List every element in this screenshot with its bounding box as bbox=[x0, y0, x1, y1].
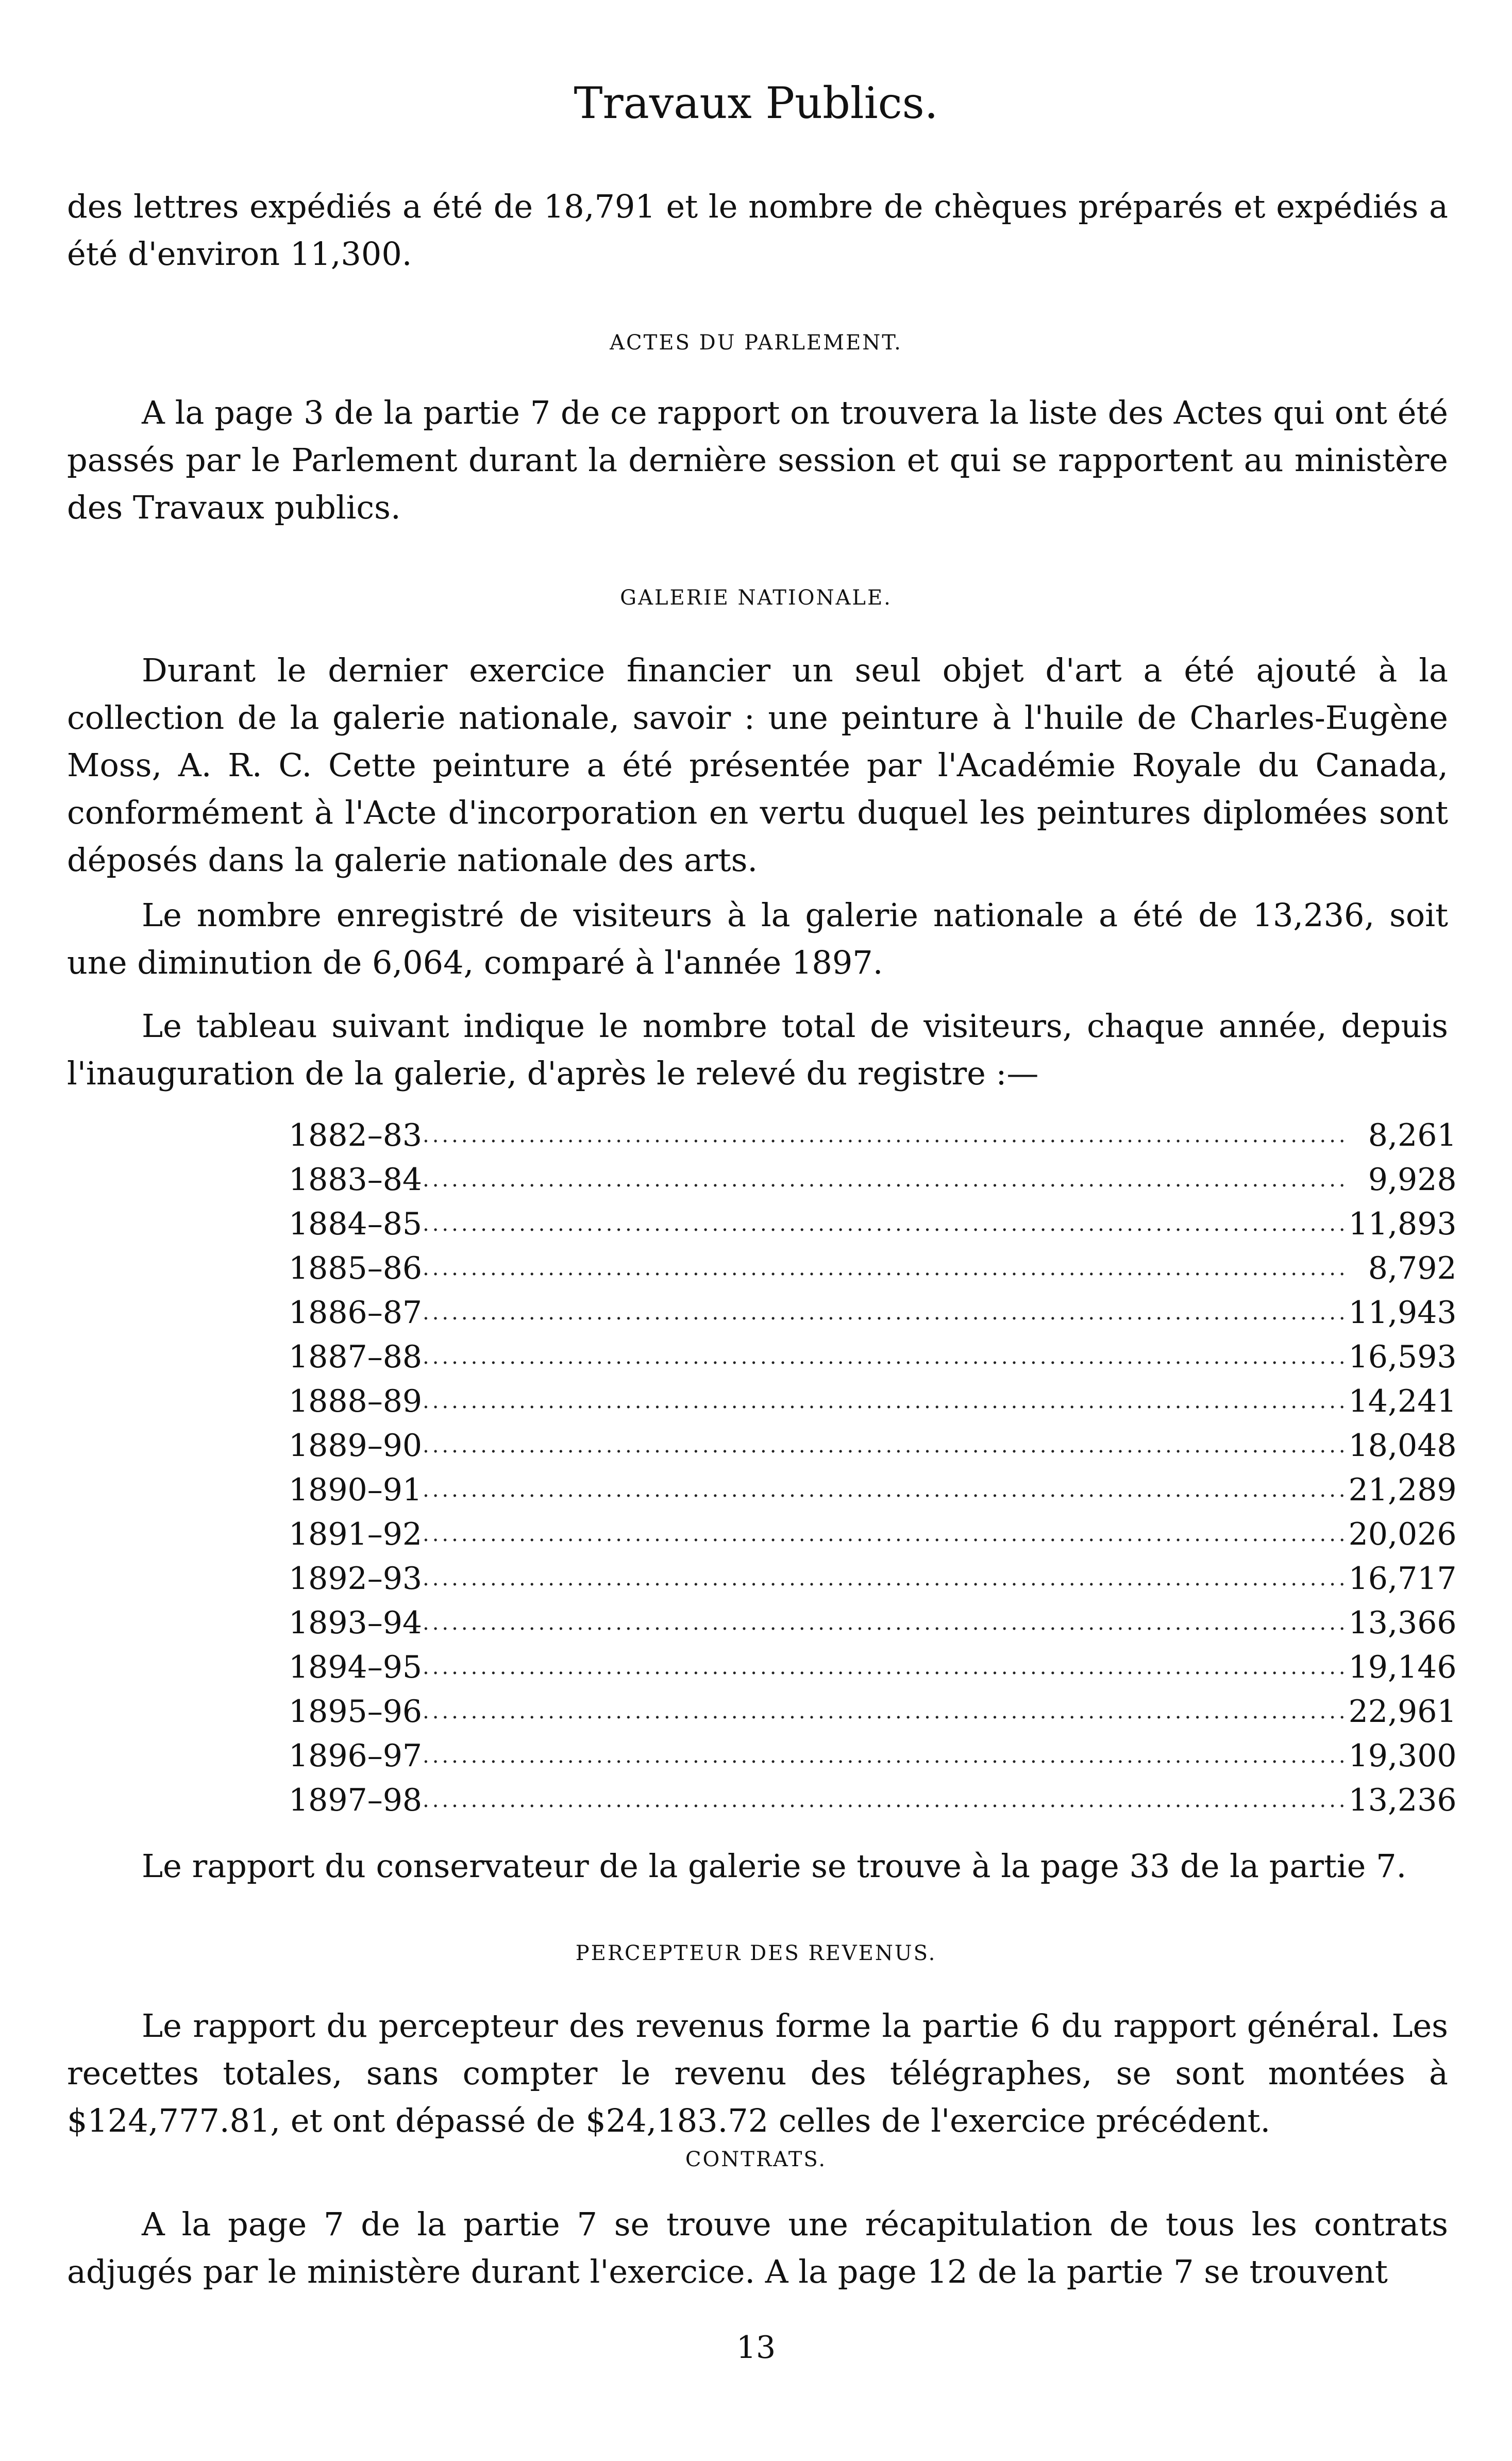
intro-paragraph: des lettres expédiés a été de 18,791 et le nombre de chèques préparés et expédiés a été d'environ 11,300. bbox=[67, 188, 1448, 273]
dot-leader: ................................................................................................ bbox=[423, 1567, 1349, 1591]
dot-leader: ................................................................................................ bbox=[423, 1124, 1349, 1147]
visitor-count-cell: 18,048 bbox=[1348, 1428, 1457, 1464]
table-row bbox=[289, 1601, 1457, 1645]
visitor-count-cell: 14,241 bbox=[1348, 1383, 1457, 1419]
galerie-closing-paragraph: Le rapport du conservateur de la galerie se trouve à la page 33 de la partie 7. bbox=[142, 1847, 1407, 1885]
dot-leader: ................................................................................................ bbox=[423, 1301, 1349, 1325]
year-cell: 1884–85 bbox=[289, 1206, 423, 1242]
actes-paragraph: A la page 3 de la partie 7 de ce rapport on trouvera la liste des Actes qui ont été passés par le Parlement durant la dernière session et qui se rapportent au ministère des Travaux publics. bbox=[67, 394, 1448, 526]
table-row bbox=[289, 1424, 1457, 1468]
galerie-paragraph-2: Le nombre enregistré de visiteurs à la galerie nationale a été de 13,236, soit une diminution de 6,064, comparé à l'année 1897. bbox=[67, 896, 1448, 981]
dot-leader: ................................................................................................ bbox=[423, 1655, 1349, 1679]
visitor-count-cell: 22,961 bbox=[1348, 1694, 1457, 1730]
dot-leader: ................................................................................................ bbox=[423, 1788, 1349, 1812]
year-cell: 1893–94 bbox=[289, 1605, 423, 1641]
table-row bbox=[289, 1689, 1457, 1734]
visitor-count-cell: 19,300 bbox=[1348, 1738, 1457, 1774]
contrats-heading: CONTRATS. bbox=[685, 2148, 827, 2171]
visitor-count-cell: 20,026 bbox=[1348, 1516, 1457, 1552]
visitor-count-cell: 21,289 bbox=[1348, 1472, 1457, 1508]
visitor-count-cell: 16,717 bbox=[1348, 1561, 1457, 1597]
table-row bbox=[289, 1246, 1457, 1291]
table-row bbox=[289, 1291, 1457, 1335]
year-cell: 1883–84 bbox=[289, 1162, 423, 1198]
visitor-count-cell: 11,893 bbox=[1348, 1206, 1457, 1242]
dot-leader: ................................................................................................ bbox=[423, 1257, 1349, 1280]
running-head: Travaux Publics. bbox=[574, 78, 938, 128]
dot-leader: ................................................................................................ bbox=[423, 1700, 1349, 1723]
table-row bbox=[289, 1778, 1457, 1822]
dot-leader: ................................................................................................ bbox=[423, 1212, 1349, 1236]
year-cell: 1895–96 bbox=[289, 1694, 423, 1730]
intro-block bbox=[67, 183, 1448, 278]
year-cell: 1882–83 bbox=[289, 1117, 423, 1153]
table-row bbox=[289, 1158, 1457, 1202]
visitors-table bbox=[289, 1113, 1457, 1822]
dot-leader: ................................................................................................ bbox=[423, 1345, 1349, 1369]
table-row bbox=[289, 1512, 1457, 1556]
table-row bbox=[289, 1379, 1457, 1424]
visitor-count-cell: 16,593 bbox=[1348, 1339, 1457, 1375]
year-cell: 1896–97 bbox=[289, 1738, 423, 1774]
table-row bbox=[289, 1113, 1457, 1158]
visitor-count-cell: 13,236 bbox=[1348, 1782, 1457, 1818]
year-cell: 1890–91 bbox=[289, 1472, 423, 1508]
year-cell: 1887–88 bbox=[289, 1339, 423, 1375]
table-row bbox=[289, 1202, 1457, 1246]
year-cell: 1891–92 bbox=[289, 1516, 423, 1552]
table-row bbox=[289, 1468, 1457, 1512]
visitor-count-cell: 13,366 bbox=[1348, 1605, 1457, 1641]
galerie-heading: GALERIE NATIONALE. bbox=[620, 586, 892, 610]
percepteur-heading: PERCEPTEUR DES REVENUS. bbox=[575, 1941, 937, 1965]
contrats-block bbox=[67, 2201, 1448, 2296]
galerie-paragraph-3: Le tableau suivant indique le nombre total de visiteurs, chaque année, depuis l'inauguration de la galerie, d'après le relevé du registre :— bbox=[67, 1007, 1448, 1092]
percepteur-paragraph: Le rapport du percepteur des revenus forme la partie 6 du rapport général. Les recettes totales, sans compter le revenu des télégraphes, se sont montées à $124,777.81, et ont dépassé de $24,183.72 celles de l'exercice précédent. bbox=[67, 2007, 1448, 2139]
dot-leader: ................................................................................................ bbox=[423, 1434, 1349, 1458]
year-cell: 1885–86 bbox=[289, 1250, 423, 1286]
year-cell: 1894–95 bbox=[289, 1649, 423, 1685]
actes-block bbox=[67, 389, 1448, 531]
dot-leader: ................................................................................................ bbox=[423, 1522, 1349, 1546]
year-cell: 1886–87 bbox=[289, 1295, 423, 1331]
table-row bbox=[289, 1335, 1457, 1379]
dot-leader: ................................................................................................ bbox=[423, 1744, 1349, 1768]
contrats-paragraph: A la page 7 de la partie 7 se trouve une récapitulation de tous les contrats adjugés par le ministère durant l'exercice. A la page 12 de la partie 7 se trouvent bbox=[67, 2205, 1448, 2290]
page-number: 13 bbox=[736, 2330, 776, 2366]
dot-leader: ................................................................................................ bbox=[423, 1611, 1349, 1635]
visitor-count-cell: 19,146 bbox=[1348, 1649, 1457, 1685]
year-cell: 1889–90 bbox=[289, 1428, 423, 1464]
table-row bbox=[289, 1556, 1457, 1601]
dot-leader: ................................................................................................ bbox=[423, 1389, 1349, 1413]
visitor-count-cell: 8,792 bbox=[1368, 1250, 1457, 1286]
percepteur-block bbox=[67, 2002, 1448, 2145]
table-row bbox=[289, 1645, 1457, 1689]
year-cell: 1888–89 bbox=[289, 1383, 423, 1419]
galerie-para2-block bbox=[67, 892, 1448, 986]
galerie-para3-block bbox=[67, 1002, 1448, 1097]
visitor-count-cell: 11,943 bbox=[1348, 1295, 1457, 1331]
dot-leader: ................................................................................................ bbox=[423, 1478, 1349, 1502]
galerie-para1-block bbox=[67, 647, 1448, 884]
year-cell: 1892–93 bbox=[289, 1561, 423, 1597]
visitor-count-cell: 9,928 bbox=[1368, 1162, 1457, 1198]
table-row bbox=[289, 1734, 1457, 1778]
galerie-closing-block bbox=[67, 1843, 1448, 1890]
year-cell: 1897–98 bbox=[289, 1782, 423, 1818]
actes-heading: ACTES DU PARLEMENT. bbox=[610, 331, 902, 355]
dot-leader: ................................................................................................ bbox=[423, 1168, 1349, 1192]
galerie-paragraph-1: Durant le dernier exercice financier un seul objet d'art a été ajouté à la collection de la galerie nationale, savoir : une peinture à l'huile de Charles-Eugène Moss, A. R. C. Cette peinture a été présentée par l'Académie Royale du Canada, conformément à l'Acte d'incorporation en vertu duquel les peintures diplomées sont déposés dans la galerie nationale des arts. bbox=[67, 651, 1448, 879]
visitor-count-cell: 8,261 bbox=[1368, 1117, 1457, 1153]
